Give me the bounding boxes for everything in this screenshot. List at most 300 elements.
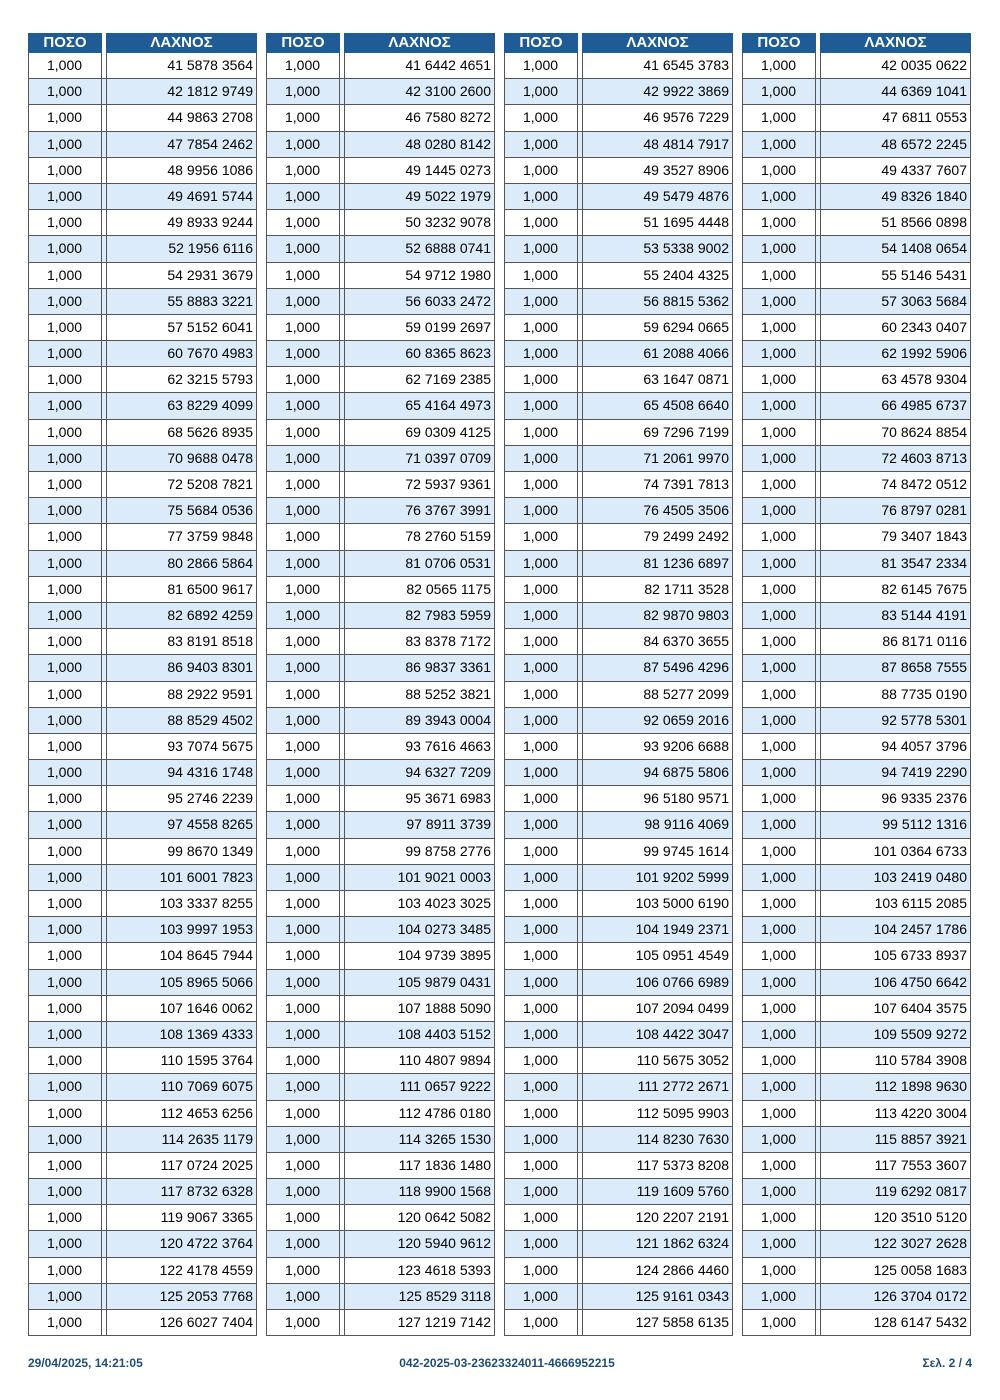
amount-cell: 1,000 xyxy=(742,446,816,471)
lot-number-cell: 110 5675 3052 xyxy=(582,1048,733,1073)
amount-column-header: ΠΟΣΟ xyxy=(28,33,102,53)
amount-cell: 1,000 xyxy=(504,655,578,680)
lot-number-cell: 54 1408 0654 xyxy=(820,236,971,261)
lot-number-cell: 107 6404 3575 xyxy=(820,996,971,1021)
table-row xyxy=(28,891,257,917)
lot-number-cell: 120 3510 5120 xyxy=(820,1205,971,1230)
table-row xyxy=(266,1074,495,1100)
table-row xyxy=(742,734,971,760)
lot-number-cell: 84 6370 3655 xyxy=(582,629,733,654)
amount-cell: 1,000 xyxy=(28,105,102,130)
amount-cell: 1,000 xyxy=(742,1179,816,1204)
table-row xyxy=(266,420,495,446)
lot-number-cell: 48 0280 8142 xyxy=(344,132,495,157)
table-row xyxy=(742,996,971,1022)
table-row xyxy=(266,1179,495,1205)
lot-number-cell: 94 6875 5806 xyxy=(582,760,733,785)
table-row xyxy=(28,708,257,734)
lot-number-cell: 119 6292 0817 xyxy=(820,1179,971,1204)
table-row xyxy=(266,655,495,681)
lot-number-cell: 117 5373 8208 xyxy=(582,1153,733,1178)
lot-number-cell: 86 8171 0116 xyxy=(820,629,971,654)
amount-cell: 1,000 xyxy=(742,1127,816,1152)
table-row xyxy=(742,577,971,603)
amount-cell: 1,000 xyxy=(266,105,340,130)
lot-number-cell: 56 8815 5362 xyxy=(582,289,733,314)
lot-number-cell: 83 5144 4191 xyxy=(820,603,971,628)
amount-cell: 1,000 xyxy=(266,236,340,261)
amount-cell: 1,000 xyxy=(266,1153,340,1178)
table-row xyxy=(28,629,257,655)
table-row xyxy=(742,865,971,891)
table-row xyxy=(742,629,971,655)
lot-number-cell: 60 8365 8623 xyxy=(344,341,495,366)
amount-cell: 1,000 xyxy=(266,1101,340,1126)
lot-number-cell: 82 6892 4259 xyxy=(106,603,257,628)
amount-cell: 1,000 xyxy=(266,524,340,549)
amount-cell: 1,000 xyxy=(742,577,816,602)
amount-cell: 1,000 xyxy=(266,865,340,890)
table-row xyxy=(742,341,971,367)
table-row xyxy=(266,1310,495,1336)
table-row xyxy=(266,53,495,79)
table-row xyxy=(266,236,495,262)
lot-number-cell: 96 5180 9571 xyxy=(582,786,733,811)
amount-cell: 1,000 xyxy=(742,551,816,576)
amount-cell: 1,000 xyxy=(742,917,816,942)
amount-cell: 1,000 xyxy=(28,603,102,628)
lot-number-cell: 49 4691 5744 xyxy=(106,184,257,209)
amount-cell: 1,000 xyxy=(504,839,578,864)
amount-cell: 1,000 xyxy=(504,1284,578,1309)
lot-number-cell: 120 5940 9612 xyxy=(344,1231,495,1256)
results-table-3 xyxy=(504,33,733,1335)
table-row xyxy=(504,341,733,367)
lot-number-cell: 111 0657 9222 xyxy=(344,1074,495,1099)
lot-number-cell: 103 3337 8255 xyxy=(106,891,257,916)
table-row xyxy=(28,682,257,708)
amount-cell: 1,000 xyxy=(504,786,578,811)
lot-number-cell: 107 1646 0062 xyxy=(106,996,257,1021)
amount-cell: 1,000 xyxy=(504,53,578,78)
amount-cell: 1,000 xyxy=(504,498,578,523)
amount-cell: 1,000 xyxy=(266,996,340,1021)
lot-number-cell: 87 8658 7555 xyxy=(820,655,971,680)
lot-number-cell: 105 9879 0431 xyxy=(344,970,495,995)
lot-number-cell: 62 3215 5793 xyxy=(106,367,257,392)
table-row xyxy=(504,289,733,315)
lot-number-cell: 110 1595 3764 xyxy=(106,1048,257,1073)
lot-number-cell: 79 2499 2492 xyxy=(582,524,733,549)
footer-reference: 042-2025-03-23623324011-4666952215 xyxy=(399,1356,615,1370)
table-header xyxy=(28,33,257,53)
amount-cell: 1,000 xyxy=(266,734,340,759)
amount-cell: 1,000 xyxy=(504,812,578,837)
table-row xyxy=(504,682,733,708)
lot-column-header: ΛΑΧΝΟΣ xyxy=(106,33,257,53)
table-row xyxy=(28,655,257,681)
amount-cell: 1,000 xyxy=(504,970,578,995)
amount-column-header: ΠΟΣΟ xyxy=(742,33,816,53)
table-row xyxy=(266,289,495,315)
amount-cell: 1,000 xyxy=(504,289,578,314)
lot-number-cell: 42 9922 3869 xyxy=(582,79,733,104)
table-row xyxy=(28,865,257,891)
amount-cell: 1,000 xyxy=(504,551,578,576)
amount-cell: 1,000 xyxy=(28,158,102,183)
lot-number-cell: 107 2094 0499 xyxy=(582,996,733,1021)
lot-number-cell: 92 5778 5301 xyxy=(820,708,971,733)
lot-number-cell: 104 8645 7944 xyxy=(106,943,257,968)
table-row xyxy=(28,289,257,315)
lot-number-cell: 42 3100 2600 xyxy=(344,79,495,104)
amount-cell: 1,000 xyxy=(28,708,102,733)
amount-cell: 1,000 xyxy=(742,786,816,811)
amount-cell: 1,000 xyxy=(266,917,340,942)
table-row xyxy=(504,367,733,393)
amount-cell: 1,000 xyxy=(28,1127,102,1152)
amount-cell: 1,000 xyxy=(266,1127,340,1152)
lot-number-cell: 83 8191 8518 xyxy=(106,629,257,654)
table-row xyxy=(742,158,971,184)
amount-cell: 1,000 xyxy=(742,1048,816,1073)
lot-number-cell: 124 2866 4460 xyxy=(582,1258,733,1283)
amount-cell: 1,000 xyxy=(504,236,578,261)
lot-number-cell: 44 6369 1041 xyxy=(820,79,971,104)
table-row xyxy=(742,812,971,838)
table-row xyxy=(266,891,495,917)
lot-number-cell: 125 0058 1683 xyxy=(820,1258,971,1283)
table-row xyxy=(28,812,257,838)
amount-cell: 1,000 xyxy=(28,315,102,340)
lot-number-cell: 105 8965 5066 xyxy=(106,970,257,995)
amount-cell: 1,000 xyxy=(504,1153,578,1178)
amount-cell: 1,000 xyxy=(504,708,578,733)
table-header xyxy=(742,33,971,53)
table-row xyxy=(28,1074,257,1100)
lot-number-cell: 70 9688 0478 xyxy=(106,446,257,471)
lot-number-cell: 88 2922 9591 xyxy=(106,682,257,707)
table-row xyxy=(266,498,495,524)
amount-cell: 1,000 xyxy=(504,865,578,890)
amount-cell: 1,000 xyxy=(28,1284,102,1309)
table-row xyxy=(504,315,733,341)
table-row xyxy=(504,53,733,79)
amount-cell: 1,000 xyxy=(742,1310,816,1335)
amount-cell: 1,000 xyxy=(266,367,340,392)
amount-cell: 1,000 xyxy=(742,315,816,340)
table-row xyxy=(504,603,733,629)
amount-cell: 1,000 xyxy=(28,393,102,418)
lot-number-cell: 81 0706 0531 xyxy=(344,551,495,576)
amount-cell: 1,000 xyxy=(266,263,340,288)
amount-cell: 1,000 xyxy=(266,1231,340,1256)
amount-cell: 1,000 xyxy=(504,917,578,942)
table-row xyxy=(742,53,971,79)
amount-cell: 1,000 xyxy=(28,472,102,497)
amount-cell: 1,000 xyxy=(266,79,340,104)
amount-cell: 1,000 xyxy=(504,1048,578,1073)
table-row xyxy=(504,105,733,131)
table-row xyxy=(266,341,495,367)
lot-number-cell: 47 6811 0553 xyxy=(820,105,971,130)
amount-cell: 1,000 xyxy=(742,839,816,864)
amount-cell: 1,000 xyxy=(504,1179,578,1204)
lot-number-cell: 82 6145 7675 xyxy=(820,577,971,602)
table-row xyxy=(504,970,733,996)
table-row xyxy=(266,629,495,655)
lot-number-cell: 51 8566 0898 xyxy=(820,210,971,235)
table-row xyxy=(504,917,733,943)
lot-number-cell: 111 2772 2671 xyxy=(582,1074,733,1099)
table-row xyxy=(28,1310,257,1336)
table-row xyxy=(266,132,495,158)
lot-number-cell: 47 7854 2462 xyxy=(106,132,257,157)
amount-cell: 1,000 xyxy=(28,786,102,811)
lot-number-cell: 98 9116 4069 xyxy=(582,812,733,837)
lot-number-cell: 48 4814 7917 xyxy=(582,132,733,157)
table-header xyxy=(266,33,495,53)
amount-cell: 1,000 xyxy=(28,1074,102,1099)
lot-number-cell: 109 5509 9272 xyxy=(820,1022,971,1047)
amount-cell: 1,000 xyxy=(266,1179,340,1204)
table-row xyxy=(742,393,971,419)
lot-number-cell: 89 3943 0004 xyxy=(344,708,495,733)
amount-cell: 1,000 xyxy=(28,53,102,78)
lot-column-header: ΛΑΧΝΟΣ xyxy=(820,33,971,53)
table-row xyxy=(266,943,495,969)
amount-cell: 1,000 xyxy=(28,1048,102,1073)
lot-number-cell: 88 5277 2099 xyxy=(582,682,733,707)
lot-number-cell: 78 2760 5159 xyxy=(344,524,495,549)
amount-cell: 1,000 xyxy=(504,996,578,1021)
amount-cell: 1,000 xyxy=(28,917,102,942)
lot-number-cell: 53 5338 9002 xyxy=(582,236,733,261)
lot-number-cell: 103 5000 6190 xyxy=(582,891,733,916)
table-row xyxy=(742,708,971,734)
lot-number-cell: 117 1836 1480 xyxy=(344,1153,495,1178)
table-row xyxy=(28,996,257,1022)
amount-cell: 1,000 xyxy=(266,158,340,183)
table-row xyxy=(266,263,495,289)
lot-number-cell: 86 9837 3361 xyxy=(344,655,495,680)
table-row xyxy=(266,786,495,812)
amount-cell: 1,000 xyxy=(742,184,816,209)
table-row xyxy=(504,1022,733,1048)
amount-cell: 1,000 xyxy=(266,53,340,78)
table-row xyxy=(266,1153,495,1179)
table-row xyxy=(504,1101,733,1127)
lot-number-cell: 49 8933 9244 xyxy=(106,210,257,235)
lot-number-cell: 49 4337 7607 xyxy=(820,158,971,183)
amount-cell: 1,000 xyxy=(266,551,340,576)
lot-number-cell: 82 9870 9803 xyxy=(582,603,733,628)
amount-cell: 1,000 xyxy=(266,839,340,864)
table-row xyxy=(28,446,257,472)
lot-number-cell: 63 8229 4099 xyxy=(106,393,257,418)
lot-number-cell: 93 9206 6688 xyxy=(582,734,733,759)
lot-number-cell: 81 1236 6897 xyxy=(582,551,733,576)
lot-number-cell: 65 4164 4973 xyxy=(344,393,495,418)
table-row xyxy=(28,577,257,603)
table-row xyxy=(28,1022,257,1048)
table-row xyxy=(742,551,971,577)
lot-number-cell: 103 2419 0480 xyxy=(820,865,971,890)
amount-cell: 1,000 xyxy=(742,289,816,314)
amount-cell: 1,000 xyxy=(742,760,816,785)
table-row xyxy=(28,472,257,498)
lot-number-cell: 63 1647 0871 xyxy=(582,367,733,392)
amount-cell: 1,000 xyxy=(742,236,816,261)
amount-cell: 1,000 xyxy=(28,132,102,157)
amount-cell: 1,000 xyxy=(266,577,340,602)
table-row xyxy=(742,524,971,550)
lot-number-cell: 110 4807 9894 xyxy=(344,1048,495,1073)
amount-cell: 1,000 xyxy=(266,629,340,654)
lot-number-cell: 51 1695 4448 xyxy=(582,210,733,235)
amount-cell: 1,000 xyxy=(504,420,578,445)
amount-cell: 1,000 xyxy=(266,315,340,340)
table-row xyxy=(28,970,257,996)
lot-number-cell: 41 6545 3783 xyxy=(582,53,733,78)
amount-cell: 1,000 xyxy=(504,341,578,366)
lot-number-cell: 97 8911 3739 xyxy=(344,812,495,837)
lot-number-cell: 55 8883 3221 xyxy=(106,289,257,314)
table-row xyxy=(266,551,495,577)
amount-cell: 1,000 xyxy=(504,760,578,785)
table-row xyxy=(504,184,733,210)
table-row xyxy=(742,839,971,865)
amount-cell: 1,000 xyxy=(742,1205,816,1230)
amount-cell: 1,000 xyxy=(28,184,102,209)
table-row xyxy=(28,367,257,393)
amount-cell: 1,000 xyxy=(266,393,340,418)
lot-number-cell: 121 1862 6324 xyxy=(582,1231,733,1256)
amount-cell: 1,000 xyxy=(742,393,816,418)
amount-cell: 1,000 xyxy=(28,577,102,602)
table-row xyxy=(742,682,971,708)
amount-cell: 1,000 xyxy=(266,1205,340,1230)
table-row xyxy=(28,236,257,262)
amount-cell: 1,000 xyxy=(266,210,340,235)
amount-cell: 1,000 xyxy=(742,655,816,680)
lot-number-cell: 117 7553 3607 xyxy=(820,1153,971,1178)
lot-number-cell: 69 0309 4125 xyxy=(344,420,495,445)
lot-number-cell: 48 9956 1086 xyxy=(106,158,257,183)
table-row xyxy=(266,917,495,943)
amount-cell: 1,000 xyxy=(266,655,340,680)
amount-cell: 1,000 xyxy=(266,1022,340,1047)
table-row xyxy=(504,446,733,472)
lot-number-cell: 114 2635 1179 xyxy=(106,1127,257,1152)
lot-number-cell: 125 2053 7768 xyxy=(106,1284,257,1309)
table-row xyxy=(742,210,971,236)
amount-cell: 1,000 xyxy=(28,943,102,968)
table-row xyxy=(28,1048,257,1074)
table-row xyxy=(266,1284,495,1310)
lot-number-cell: 49 5479 4876 xyxy=(582,184,733,209)
table-row xyxy=(742,1101,971,1127)
amount-cell: 1,000 xyxy=(28,1310,102,1335)
table-row xyxy=(504,210,733,236)
amount-cell: 1,000 xyxy=(28,263,102,288)
lot-number-cell: 59 0199 2697 xyxy=(344,315,495,340)
lot-number-cell: 108 4403 5152 xyxy=(344,1022,495,1047)
table-row xyxy=(504,996,733,1022)
table-row xyxy=(266,577,495,603)
lot-number-cell: 99 5112 1316 xyxy=(820,812,971,837)
amount-cell: 1,000 xyxy=(742,812,816,837)
amount-cell: 1,000 xyxy=(28,210,102,235)
table-row xyxy=(504,1310,733,1336)
table-row xyxy=(28,53,257,79)
amount-cell: 1,000 xyxy=(266,446,340,471)
table-row xyxy=(266,970,495,996)
lot-number-cell: 94 7419 2290 xyxy=(820,760,971,785)
lot-number-cell: 42 0035 0622 xyxy=(820,53,971,78)
amount-cell: 1,000 xyxy=(742,210,816,235)
table-row xyxy=(28,105,257,131)
amount-cell: 1,000 xyxy=(742,158,816,183)
table-row xyxy=(28,760,257,786)
amount-cell: 1,000 xyxy=(28,1231,102,1256)
table-row xyxy=(742,289,971,315)
lot-column-header: ΛΑΧΝΟΣ xyxy=(344,33,495,53)
amount-cell: 1,000 xyxy=(742,891,816,916)
table-row xyxy=(504,1048,733,1074)
amount-cell: 1,000 xyxy=(742,53,816,78)
lot-number-cell: 46 9576 7229 xyxy=(582,105,733,130)
table-row xyxy=(28,1153,257,1179)
amount-cell: 1,000 xyxy=(504,1074,578,1099)
table-row xyxy=(742,446,971,472)
lot-number-cell: 65 4508 6640 xyxy=(582,393,733,418)
amount-column-header: ΠΟΣΟ xyxy=(266,33,340,53)
lot-number-cell: 120 4722 3764 xyxy=(106,1231,257,1256)
lot-number-cell: 108 4422 3047 xyxy=(582,1022,733,1047)
lot-number-cell: 57 5152 6041 xyxy=(106,315,257,340)
amount-cell: 1,000 xyxy=(742,865,816,890)
amount-cell: 1,000 xyxy=(28,420,102,445)
amount-cell: 1,000 xyxy=(504,1258,578,1283)
amount-cell: 1,000 xyxy=(504,629,578,654)
amount-cell: 1,000 xyxy=(742,79,816,104)
lot-number-cell: 106 4750 6642 xyxy=(820,970,971,995)
lot-number-cell: 81 3547 2334 xyxy=(820,551,971,576)
amount-cell: 1,000 xyxy=(28,1205,102,1230)
table-row xyxy=(742,603,971,629)
amount-cell: 1,000 xyxy=(266,812,340,837)
table-row xyxy=(504,708,733,734)
amount-cell: 1,000 xyxy=(742,1258,816,1283)
amount-cell: 1,000 xyxy=(28,839,102,864)
table-row xyxy=(504,812,733,838)
amount-cell: 1,000 xyxy=(504,367,578,392)
amount-cell: 1,000 xyxy=(28,1258,102,1283)
table-row xyxy=(742,420,971,446)
lot-number-cell: 48 6572 2245 xyxy=(820,132,971,157)
table-row xyxy=(266,682,495,708)
table-row xyxy=(266,1127,495,1153)
table-row xyxy=(266,472,495,498)
lot-number-cell: 93 7616 4663 xyxy=(344,734,495,759)
table-row xyxy=(504,577,733,603)
table-row xyxy=(266,1101,495,1127)
table-row xyxy=(742,1258,971,1284)
lot-number-cell: 50 3232 9078 xyxy=(344,210,495,235)
amount-cell: 1,000 xyxy=(266,184,340,209)
lot-number-cell: 60 2343 0407 xyxy=(820,315,971,340)
